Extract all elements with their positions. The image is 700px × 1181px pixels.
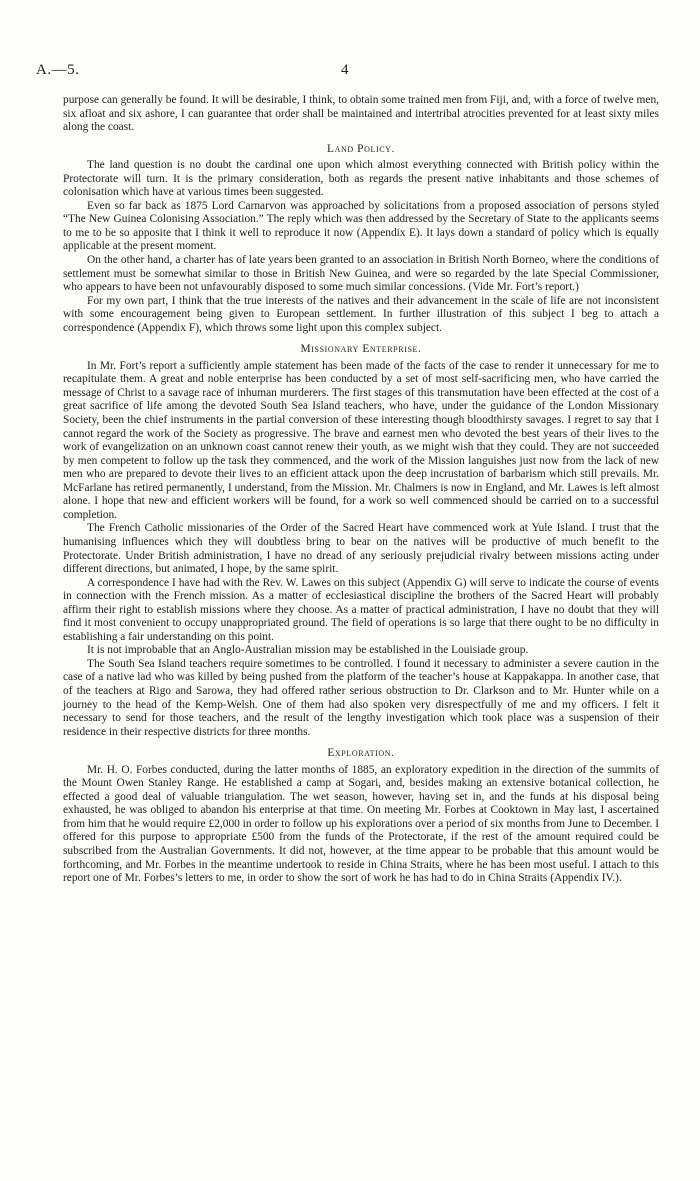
paragraph: Even so far back as 1875 Lord Carnarvon was approached by solicitations from a proposed association of persons styled “The New Guinea Colonising Association.” The reply which was then addressed by the Secretary of State to the applicants seems to me to be so apposite that I think it well to reproduce it now (Appendix E). It lays down a standard of policy which is equally applicable at the present moment. bbox=[63, 199, 659, 253]
paragraph: The French Catholic missionaries of the Order of the Sacred Heart have commenced work at Yule Island. I trust that the humanising influences which they will doubtless bring to bear on the natives will be productive of much benefit to the Protectorate. Under British administration, I have no dread of any seriously prejudicial rivalry between missions acting under different directions, but animated, I hope, by the same spirit. bbox=[63, 522, 659, 576]
document-body bbox=[63, 94, 659, 886]
paragraph: In Mr. Fort’s report a sufficiently ample statement has been made of the facts of the case to render it unnecessary for me to recapitulate them. A great and noble enterprise has been conducted by a set of most self-sacrificing men, who have carried the message of Christ to a savage race of inhuman murderers. The first stages of this transmutation have been effected at the cost of a great sacrifice of life among the devoted South Sea Island teachers, who have, under the guidance of the London Missionary Society, been the chief instruments in the partial conversion of these interesting though bloodthirsty savages. I regret to say that I cannot regard the work of the Society as progressive. The brave and earnest men who devoted the best years of their lives to the work of evangelization on an unknown coast cannot renew their youth, as we might wish that they could. They are not succeeded by men competent to follow up the task they commenced, and the work of the Mission languishes just now from the lack of new men who are prepared to devote their lives to an efficient attack upon the deep incrustation of barbarism which still prevails. Mr. McFarlane has retired permanently, I understand, from the Mission. Mr. Chalmers is now in England, and Mr. Lawes is left almost alone. I hope that new and efficient workers will be found, for a work so well commenced should be carried on to a successful completion. bbox=[63, 359, 659, 521]
paragraph: On the other hand, a charter has of late years been granted to an association in British North Borneo, where the conditions of settlement must be somewhat similar to those in British New Guinea, and were so regarded by the late Special Commissioner, who appears to have been not unfavourably disposed to some much similar concessions. (Vide Mr. Fort’s report.) bbox=[63, 254, 659, 294]
page-number: 4 bbox=[341, 62, 349, 78]
paragraph: A correspondence I have had with the Rev. W. Lawes on this subject (Appendix G) will serve to indicate the course of events in connection with the French mission. As a matter of ecclesiastical discipline the brothers of the Sacred Heart will probably affirm their right to establish missions where they choose. As a matter of practical administration, I have no doubt that they will find it most convenient to occupy unappropriated ground. The field of operations is so large that there ought to be no difficulty in establishing a fair understanding on this point. bbox=[63, 576, 659, 643]
paragraph: It is not improbable that an Anglo-Australian mission may be established in the Louisiade group. bbox=[87, 644, 529, 657]
document-reference: A.—5. bbox=[36, 62, 80, 78]
paragraph: Mr. H. O. Forbes conducted, during the latter months of 1885, an exploratory expedition in the direction of the summits of the Mount Owen Stanley Range. He established a camp at Sogari, and, besides making an extensive botanical collection, he effected a good deal of valuable triangulation. The wet season, however, having set in, and the funds at his disposal being exhausted, he was obliged to abandon his enterprise at that time. On meeting Mr. Forbes at Cooktown in May last, I ascertained from him that he would require £2,000 in order to follow up his explorations over a period of six months from June to December. I offered for this purpose to appropriate £500 from the funds of the Protectorate, if the rest of the amount required could be subscribed from the Australian Governments. It did not, however, at the time appear to be probable that this amount would be forthcoming, and Mr. Forbes in the meantime undertook to reside in China Straits, where he has been most useful. I attach to this report one of Mr. Forbes’s letters to me, in order to show the sort of work he has had to do in China Straits (Appendix IV.). bbox=[63, 763, 659, 885]
paragraph: The land question is no doubt the cardinal one upon which almost everything connected with British policy within the Protectorate will turn. It is the primary consideration, both as regards the present native inhabitants and those schemes of colonisation which have at various times been suggested. bbox=[63, 159, 659, 199]
section-heading-missionary-enterprise: Missionary Enterprise. bbox=[300, 343, 422, 356]
page-header bbox=[36, 62, 666, 82]
paragraph: The South Sea Island teachers require sometimes to be controlled. I found it necessary to administer a severe caution in the case of a native lad who was killed by being pushed from the platform of the teacher’s house at Kappakappa. In another case, that of the teachers at Rigo and Sarowa, they had offered rather serious obstruction to Dr. Clarkson and to Mr. Hunter while on a journey to the head of the Kemp-Welsh. One of them had also spoken very disrespectfully of me and my officers. I felt it necessary to send for those teachers, and the result of the lengthy investigation which took place was a suspension of their residence in their respective districts for three months. bbox=[63, 657, 659, 738]
section-heading-land-policy: Land Policy. bbox=[327, 142, 395, 155]
paragraph: For my own part, I think that the true interests of the natives and their advancement in the scale of life are not inconsistent with some encouragement being given to European settlement. In further illustration of this subject I beg to attach a correspondence (Appendix F), which throws some light upon this complex subject. bbox=[63, 294, 659, 334]
paragraph: purpose can generally be found. It will be desirable, I think, to obtain some trained men from Fiji, and, with a force of twelve men, six afloat and six ashore, I can guarantee that order shall be maintained and intertribal atrocities prevented for at least sixty miles along the coast. bbox=[63, 94, 659, 134]
section-heading-exploration: Exploration. bbox=[327, 747, 395, 760]
